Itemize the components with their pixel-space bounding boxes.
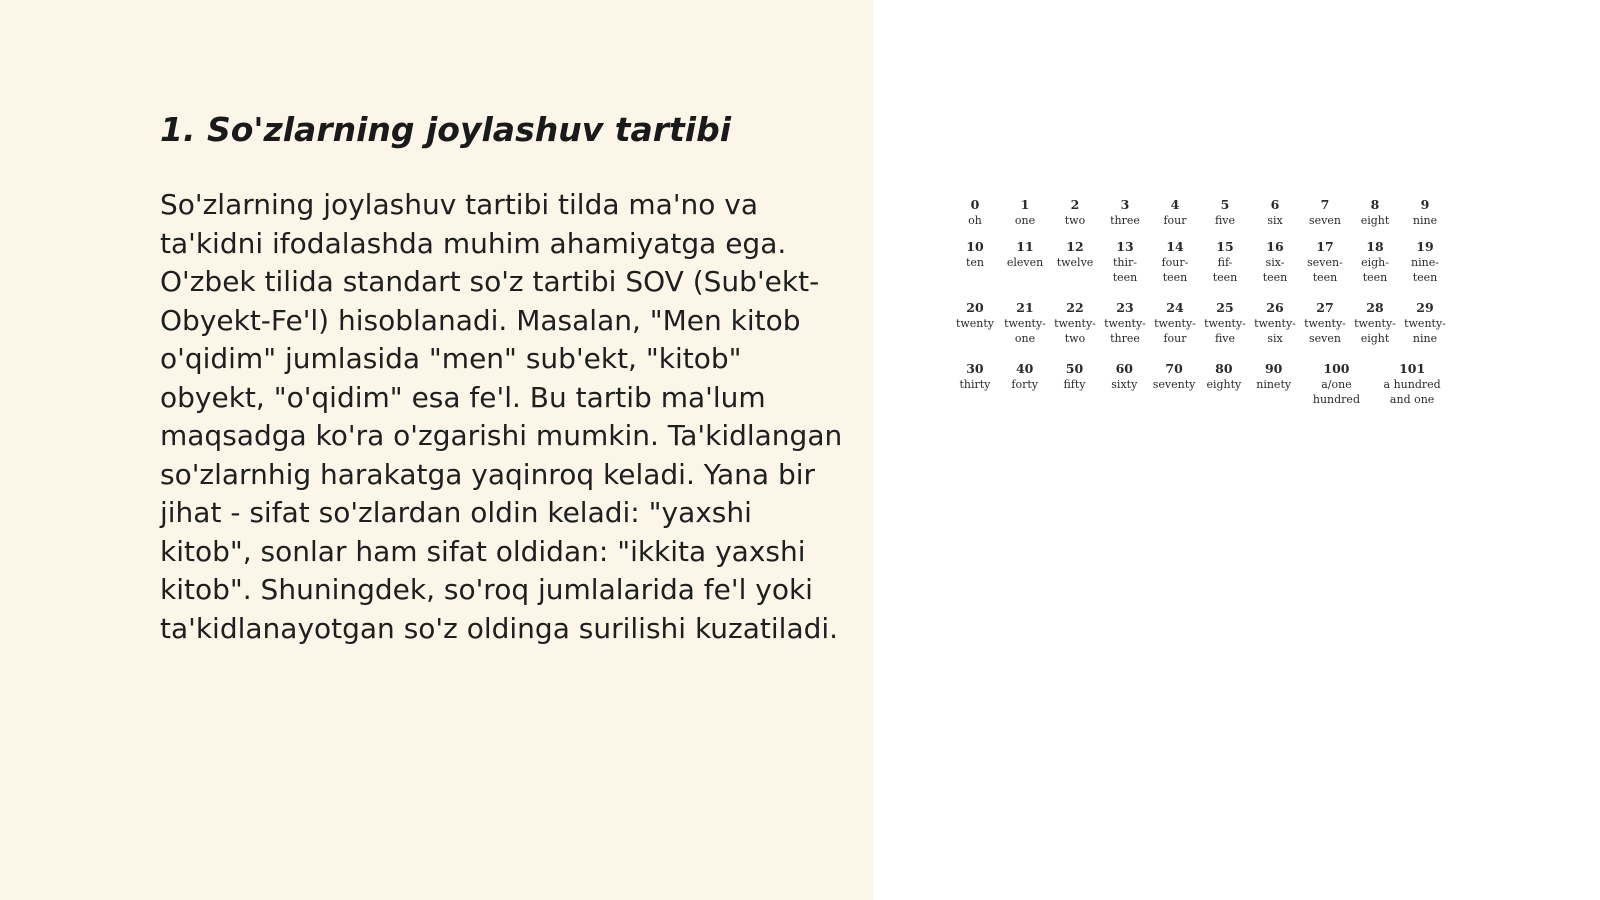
number-cell xyxy=(1300,196,1350,238)
number-digit: 70 xyxy=(1165,361,1183,376)
number-word: a/one hundred xyxy=(1312,378,1360,406)
number-cell xyxy=(1050,196,1100,238)
number-word: thir- teen xyxy=(1112,256,1138,284)
number-word: twenty- seven xyxy=(1304,317,1346,345)
number-word: eigh- teen xyxy=(1361,256,1389,284)
number-cell xyxy=(1300,299,1350,360)
number-cell xyxy=(1299,360,1375,416)
number-cell xyxy=(1400,299,1450,360)
number-digit: 30 xyxy=(966,361,984,376)
number-word: two xyxy=(1064,214,1086,227)
number-digit: 14 xyxy=(1166,239,1184,254)
number-digit: 0 xyxy=(970,197,980,212)
number-cell xyxy=(950,360,1000,416)
number-cell xyxy=(1200,299,1250,360)
number-word: six- teen xyxy=(1262,256,1288,284)
number-digit: 27 xyxy=(1316,300,1334,315)
number-cell xyxy=(1000,299,1050,360)
number-word: nine- teen xyxy=(1411,256,1439,284)
number-row xyxy=(950,299,1450,360)
number-word: twenty- two xyxy=(1054,317,1096,345)
number-digit: 9 xyxy=(1420,197,1430,212)
number-cell xyxy=(1350,299,1400,360)
number-word: five xyxy=(1214,214,1236,227)
number-word: forty xyxy=(1011,378,1038,391)
number-word: one xyxy=(1014,214,1036,227)
number-digit: 8 xyxy=(1370,197,1380,212)
number-word: oh xyxy=(968,214,982,227)
number-digit: 21 xyxy=(1016,300,1034,315)
number-digit: 25 xyxy=(1216,300,1234,315)
number-cell xyxy=(1400,196,1450,238)
number-word: twenty- eight xyxy=(1354,317,1396,345)
number-cell xyxy=(950,238,1000,299)
number-digit: 40 xyxy=(1015,361,1034,376)
number-digit: 11 xyxy=(1016,239,1034,254)
number-word: fifty xyxy=(1063,378,1086,391)
number-word: three xyxy=(1110,214,1140,227)
number-digit: 60 xyxy=(1115,361,1133,376)
number-word: a hundred and one xyxy=(1383,378,1441,406)
number-digit: 1 xyxy=(1020,197,1030,212)
number-cell xyxy=(1050,360,1100,416)
number-cell xyxy=(1250,196,1300,238)
number-word: eighty xyxy=(1206,378,1242,391)
number-digit: 10 xyxy=(966,239,984,254)
number-word: four xyxy=(1163,214,1187,227)
number-row xyxy=(950,238,1450,299)
number-cell xyxy=(1200,196,1250,238)
number-word: twelve xyxy=(1056,256,1094,269)
number-word: ninety xyxy=(1256,378,1292,391)
number-cell xyxy=(1050,238,1100,299)
number-word: twenty- four xyxy=(1154,317,1196,345)
number-cell xyxy=(1000,360,1050,416)
number-cell xyxy=(1350,196,1400,238)
number-cell xyxy=(950,196,1000,238)
number-digit: 4 xyxy=(1170,197,1180,212)
number-word: twenty- one xyxy=(1004,317,1046,345)
number-word: twenty xyxy=(955,317,995,330)
number-digit: 90 xyxy=(1264,361,1283,376)
number-digit: 29 xyxy=(1416,300,1434,315)
number-cell xyxy=(1050,299,1100,360)
number-digit: 19 xyxy=(1416,239,1434,254)
number-digit: 26 xyxy=(1266,300,1284,315)
number-cell xyxy=(1000,196,1050,238)
number-cell xyxy=(950,299,1000,360)
number-digit: 2 xyxy=(1070,197,1080,212)
number-digit: 80 xyxy=(1215,361,1233,376)
number-digit: 17 xyxy=(1316,239,1334,254)
number-digit: 5 xyxy=(1220,197,1230,212)
number-cell xyxy=(1199,360,1249,416)
number-word: fif- teen xyxy=(1212,256,1238,284)
number-digit: 6 xyxy=(1270,197,1280,212)
number-cell xyxy=(1250,299,1300,360)
number-word: twenty- six xyxy=(1254,317,1296,345)
number-word: twenty- five xyxy=(1204,317,1246,345)
number-cell xyxy=(1100,238,1150,299)
number-digit: 50 xyxy=(1065,361,1084,376)
number-cell xyxy=(1100,299,1150,360)
number-digit: 12 xyxy=(1066,239,1084,254)
slide-title: 1. So'zlarning joylashuv tartibi xyxy=(160,110,732,149)
number-digit: 16 xyxy=(1266,239,1284,254)
number-word: seventy xyxy=(1152,378,1196,391)
number-cell xyxy=(1100,196,1150,238)
number-digit: 3 xyxy=(1120,197,1130,212)
number-digit: 23 xyxy=(1116,300,1134,315)
number-cell xyxy=(1150,299,1200,360)
number-word: thirty xyxy=(959,378,991,391)
number-word: seven xyxy=(1309,214,1341,227)
number-word: eleven xyxy=(1006,256,1044,269)
number-row xyxy=(950,360,1450,416)
number-word: eight xyxy=(1360,214,1390,227)
number-word: twenty- three xyxy=(1104,317,1146,345)
number-cell xyxy=(1149,360,1199,416)
number-digit: 13 xyxy=(1116,239,1134,254)
number-cell xyxy=(1400,238,1450,299)
number-word: nine xyxy=(1412,214,1438,227)
number-digit: 22 xyxy=(1066,300,1084,315)
number-digit: 100 xyxy=(1323,361,1350,376)
number-word: twenty- nine xyxy=(1404,317,1446,345)
number-word: sixty xyxy=(1111,378,1138,391)
number-cell xyxy=(1300,238,1350,299)
number-digit: 7 xyxy=(1320,197,1330,212)
number-cell xyxy=(1250,238,1300,299)
number-digit: 15 xyxy=(1216,239,1234,254)
number-digit: 101 xyxy=(1399,361,1426,376)
number-cell xyxy=(1374,360,1450,416)
number-cell xyxy=(1099,360,1149,416)
number-digit: 20 xyxy=(966,300,984,315)
number-cell xyxy=(1200,238,1250,299)
number-word: six xyxy=(1267,214,1283,227)
number-cell xyxy=(1000,238,1050,299)
number-word: ten xyxy=(965,256,984,269)
number-cell xyxy=(1249,360,1299,416)
number-cell xyxy=(1150,238,1200,299)
slide-body-text: So'zlarning joylashuv tartibi tilda ma'no va ta'kidni ifodalashda muhim ahamiyatga ega. O'zbek tilida standart so'z tartibi SOV (Sub'ekt-Obyekt-Fe'l) hisoblanadi. Masalan, "Men kitob o'qidim" jumlasida "men" sub'ekt, "kitob" obyekt, "o'qidim" esa fe'l. Bu tartib ma'lum maqsadga ko'ra o'zgarishi mumkin. Ta'kidlangan so'zlarnhig harakatga yaqinroq keladi. Yana bir jihat - sifat so'zlardan oldin keladi: "yaxshi kitob", sonlar ham sifat oldidan: "ikkita yaxshi kitob". Shuningdek, so'roq jumlalarida fe'l yoki ta'kidlanayotgan so'z oldinga surilishi kuzatiladi. xyxy=(160,188,843,645)
number-digit: 18 xyxy=(1366,239,1384,254)
number-word: four- teen xyxy=(1161,256,1189,284)
number-cell xyxy=(1150,196,1200,238)
number-digit: 24 xyxy=(1166,300,1184,315)
number-words-table xyxy=(950,196,1450,416)
number-cell xyxy=(1350,238,1400,299)
number-row xyxy=(950,196,1450,238)
number-digit: 28 xyxy=(1366,300,1384,315)
number-word: seven- teen xyxy=(1307,256,1343,284)
